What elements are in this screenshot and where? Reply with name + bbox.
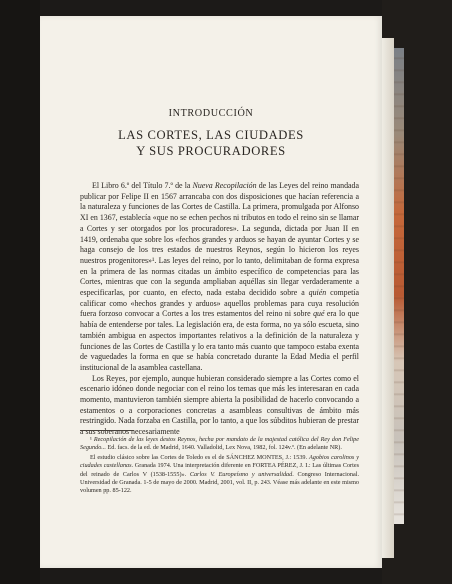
italic-run: qué <box>313 309 325 319</box>
paragraph-1 <box>80 181 359 374</box>
footnote-2 <box>80 454 359 496</box>
section-label: INTRODUCCIÓN <box>168 108 254 119</box>
text-run: de las Leyes del reino mandada publicar por Felipe II en 1567 arrancaba con dos disposiciones que hacían referencia a la naturaleza y funciones de las Cortes de Castilla. La primera, promulgada por Alfonso XI en 1367, establecía «que no se echen pechos ni tributos en todo el reino sin se llamar a Cortes y ser otorgados por los procuradores». La segunda, dictada por Juan II en 1419, ordenaba que sobre los «fechos grandes y arduos se hayan de ayuntar Cortes y se haga consejo de los tres estados de nuestros Reynos, según lo hicieron los reyes nuestros progenitores»¹. Las leyes del reino, por lo tanto, delimitaban de forma expresa en la primera de las normas citadas un ámbito específico de competencias para las Cortes, mientras que con la segunda ampliaban aquéllas sin llegar verdaderamente a especificarlas, por cuanto, en efecto, nada estaba decidido sobre a <box>80 181 359 298</box>
background-left <box>0 0 40 584</box>
italic-run: Nueva Recopilación <box>192 181 257 190</box>
page-edges <box>382 38 394 558</box>
paragraph-2: Los Reyes, por ejemplo, aunque hubieran considerado siempre a las Cortes como el escenario idóneo donde negociar con el reino los temas que más les interesaran en cada momento, mantuvieron también siempre abierta la posibilidad de hacerlo convocando a estamentos o a corporaciones concretas a asambleas consultivas de ámbito más restringido. Nada forzaba en Castilla, por lo tanto, a que los súbditos hubieran de prestar a sus soberanos necesariamente <box>80 373 359 437</box>
book-page <box>40 16 382 568</box>
footnote-rule <box>80 430 134 431</box>
chapter-title-line-2: Y SUS PROCURADORES <box>136 144 286 158</box>
italic-run: Recopilación de las leyes destos Reynos, hecha por mandato de la majestad católica del Rey don Felipe Segundo... <box>80 436 359 452</box>
text-run: competía calificar como «hechos grandes y arduos» aquellos problemas para cuya resolución fuera forzoso convocar a Cortes a los tres estamentos del reino ni sobre <box>80 288 359 319</box>
book-cover-strip <box>394 48 404 524</box>
chapter-title-line-1: LAS CORTES, LAS CIUDADES <box>118 128 304 142</box>
italic-run: Agobios carolinos y ciudades castellanas <box>80 453 359 470</box>
text-run: era lo que había de entenderse por tales. La legislación era, de esta forma, no ya sólo escueta, sino también ambigua en aspectos importantes relativos a la definición de la naturaleza y funciones de las Cortes de Castilla y lo era tanto más cuanto que tampoco estaba exenta de vaguedades la forma en que se había concretado durante la Edad Media el perfil institucional de la asamblea castellana. <box>80 309 359 372</box>
text-run: . Granada 1974. Una interpretación diferente en FORTEA PÉREZ, J. I.: Las últimas Cortes del reinado de Carlos V (1538-1555)». <box>80 462 359 478</box>
footnote-1 <box>80 436 359 453</box>
text-run: Ed. facs. de la ed. de Madrid, 1640. Valladolid, Lex Nova, 1982, fol. 124v.º. (En adelante NR). <box>105 444 342 452</box>
text-run: ¹ <box>90 436 94 443</box>
text-run: El Libro 6.º del Título 7.º de la <box>92 181 193 190</box>
italic-run: quién <box>308 288 327 298</box>
footnotes <box>80 436 359 497</box>
text-run: El estudio clásico sobre las Cortes de Toledo es el de SÁNCHEZ MONTES, J.: 1539. <box>90 453 309 461</box>
italic-run: Carlos V. Europeísmo y universalidad <box>189 470 293 478</box>
body-text <box>80 181 359 438</box>
text-run: . Congreso Internacional. Universidad de Granada. 1-5 de mayo de 2000. Madrid, 2001, vol. II, p. 243. Véase más adelante en este mismo volumen pp. 85-122. <box>80 470 359 495</box>
